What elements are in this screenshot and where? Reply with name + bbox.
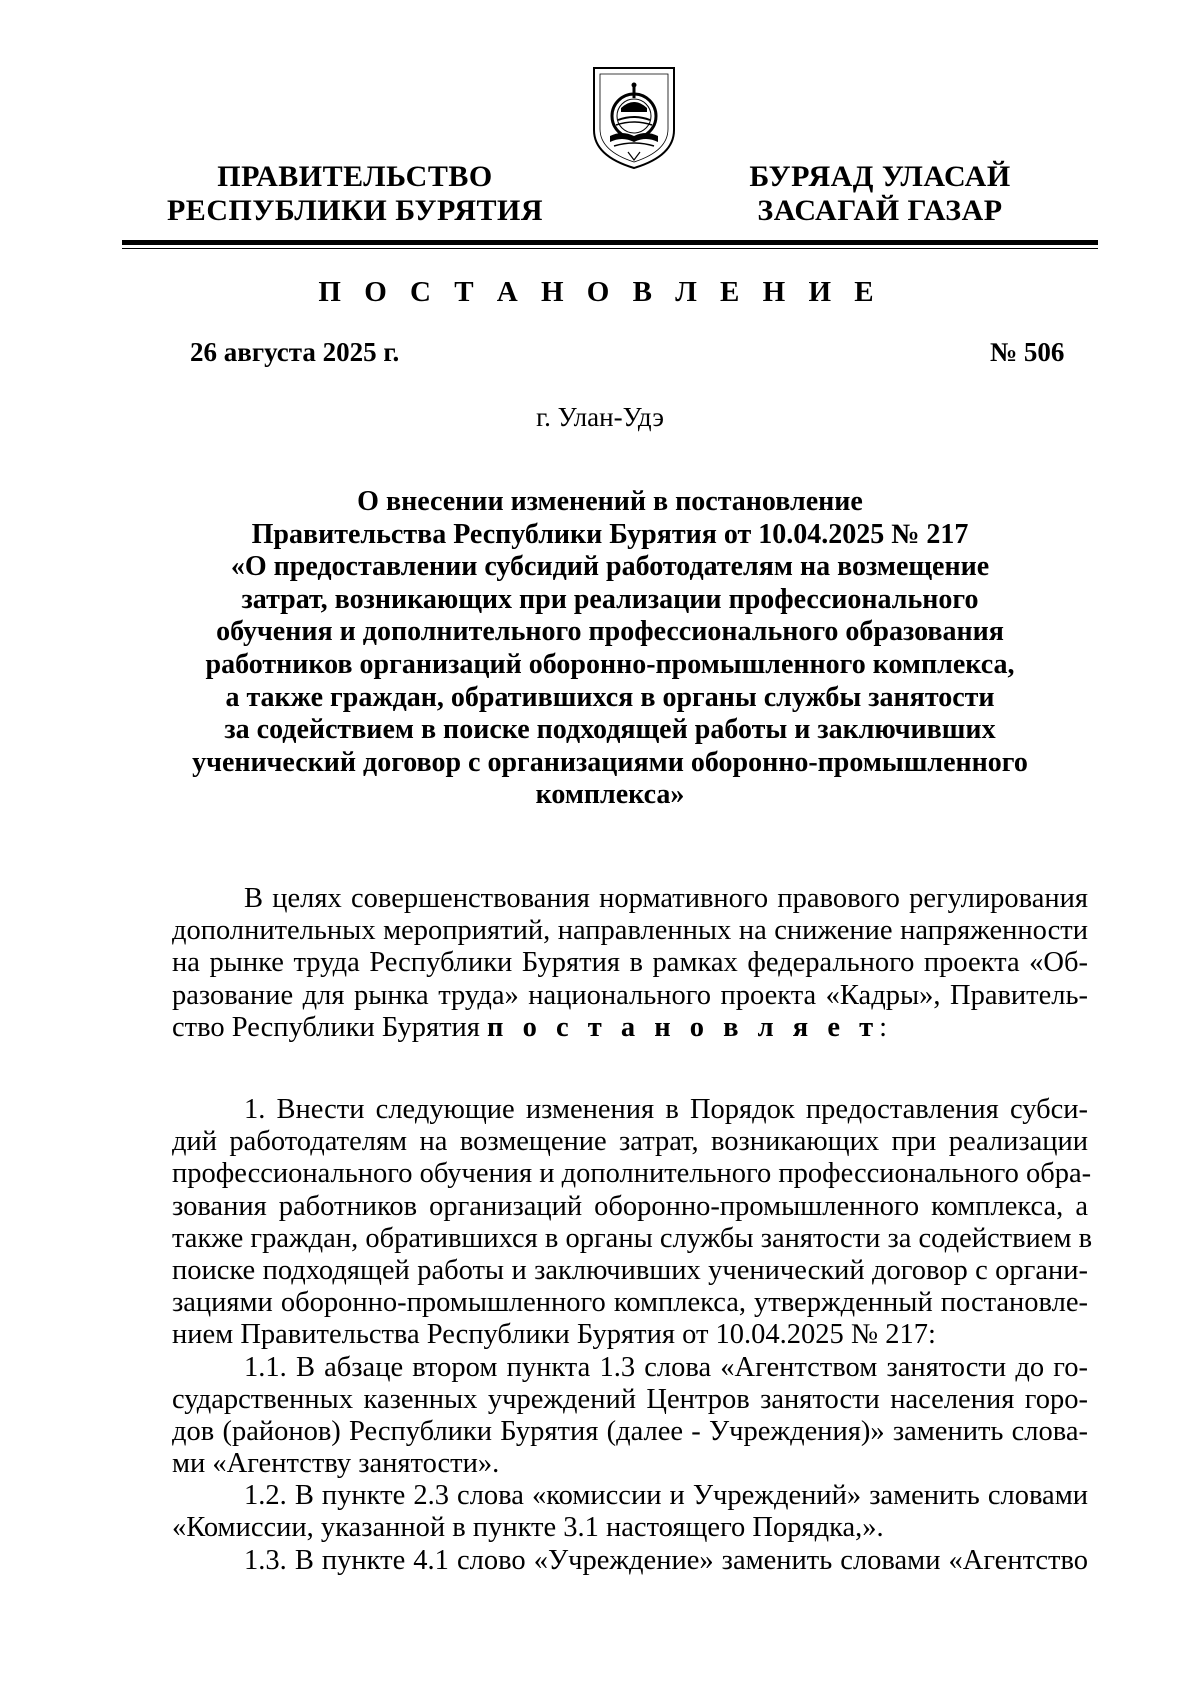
title-line: за содействием в поиске подходящей работы и заключивших [224,714,996,746]
text-line: ми «Агентству занятости». [172,1448,500,1480]
text-line: нием Правительства Республики Бурятия от 10.04.2025 № 217: [172,1319,936,1351]
text-line: зования работников организаций оборонно-промышленного комплекса, а [172,1190,1088,1222]
text-line: дополнительных мероприятий, направленных на снижение напряженности [172,915,1088,947]
text-line: дов (районов) Республики Бурятия (далее - Учреждения)» заменить слова- [172,1415,1088,1447]
header-divider-thin [122,248,1098,249]
header-divider-thick [122,240,1098,245]
coat-of-arms-icon [588,52,680,172]
text-line: «Комиссии, указанной в пункте 3.1 настоящего Порядка,». [172,1512,884,1544]
text-line: сударственных казенных учреждений Центров занятости населения горо- [172,1383,1088,1415]
text-line: 1.1. В абзаце втором пункта 1.3 слова «Агентством занятости до го- [244,1351,1088,1383]
text-line: дий работодателям на возмещение затрат, возникающих при реализации [172,1126,1088,1158]
text-line: 1.3. В пункте 4.1 слово «Учреждение» заменить словами «Агентство [244,1544,1088,1576]
text-line: В целях совершенствования нормативного правового регулирования [244,883,1088,914]
government-name-buryat-line-2: ЗАСАГАЙ ГАЗАР [757,194,1003,227]
title-line: обучения и дополнительного профессионального образования [216,616,1004,648]
title-line: затрат, возникающих при реализации профессионального [241,583,979,615]
text-line: 1. Внести следующие изменения в Порядок предоставления субси- [244,1094,1088,1125]
text-line: поиске подходящей работы и заключивших ученический договор с органи- [172,1254,1088,1286]
government-name-buryat [720,160,1040,228]
title-line: Правительства Республики Бурятия от 10.04.2025 № 217 [251,518,969,550]
government-name-russian [150,160,560,228]
text-line: разование для рынка труда» национального проекта «Кадры», Правитель- [172,979,1088,1011]
title-line: О внесении изменений в постановление [357,486,863,517]
text-fragment: : [879,1011,888,1043]
title-line: «О предоставлении субсидий работодателям на возмещение [230,551,990,583]
resolves-word: п о с т а н о в л я е т [487,1011,880,1043]
document-type: П О С Т А Н О В Л Е Н И Е [318,276,882,308]
document-number: № 506 [990,337,1065,367]
title-line: а также граждан, обратившихся в органы службы занятости [225,681,995,713]
government-name-line-2: РЕСПУБЛИКИ БУРЯТИЯ [166,194,544,227]
resolution-body [172,1094,1093,1577]
preamble-paragraph [172,883,1088,1044]
text-line: профессионального обучения и дополнительного профессионального обра- [172,1158,1092,1190]
text-line [172,1012,1088,1044]
government-name-line-1: ПРАВИТЕЛЬСТВО [217,160,493,193]
document-title [150,486,1070,812]
text-line: 1.2. В пункте 2.3 слова «комиссии и Учреждений» заменить словами [244,1480,1088,1512]
document-date: 26 августа 2025 г. [190,337,400,367]
text-fragment: ство Республики Бурятия [172,1011,488,1043]
text-line: на рынке труда Республики Бурятия в рамках федерального проекта «Об- [172,947,1088,979]
title-line: работников организаций оборонно-промышленного комплекса, [205,648,1015,680]
title-line: комплекса» [535,779,685,811]
title-line: ученический договор с организациями оборонно-промышленного [192,746,1028,778]
government-name-buryat-line-1: БУРЯАД УЛАСАЙ [749,160,1011,193]
document-city: г. Улан-Удэ [536,402,664,432]
text-line: зациями оборонно-промышленного комплекса, утвержденный постановле- [172,1287,1088,1319]
text-line: также граждан, обратившихся в органы службы занятости за содействием в [172,1222,1093,1254]
